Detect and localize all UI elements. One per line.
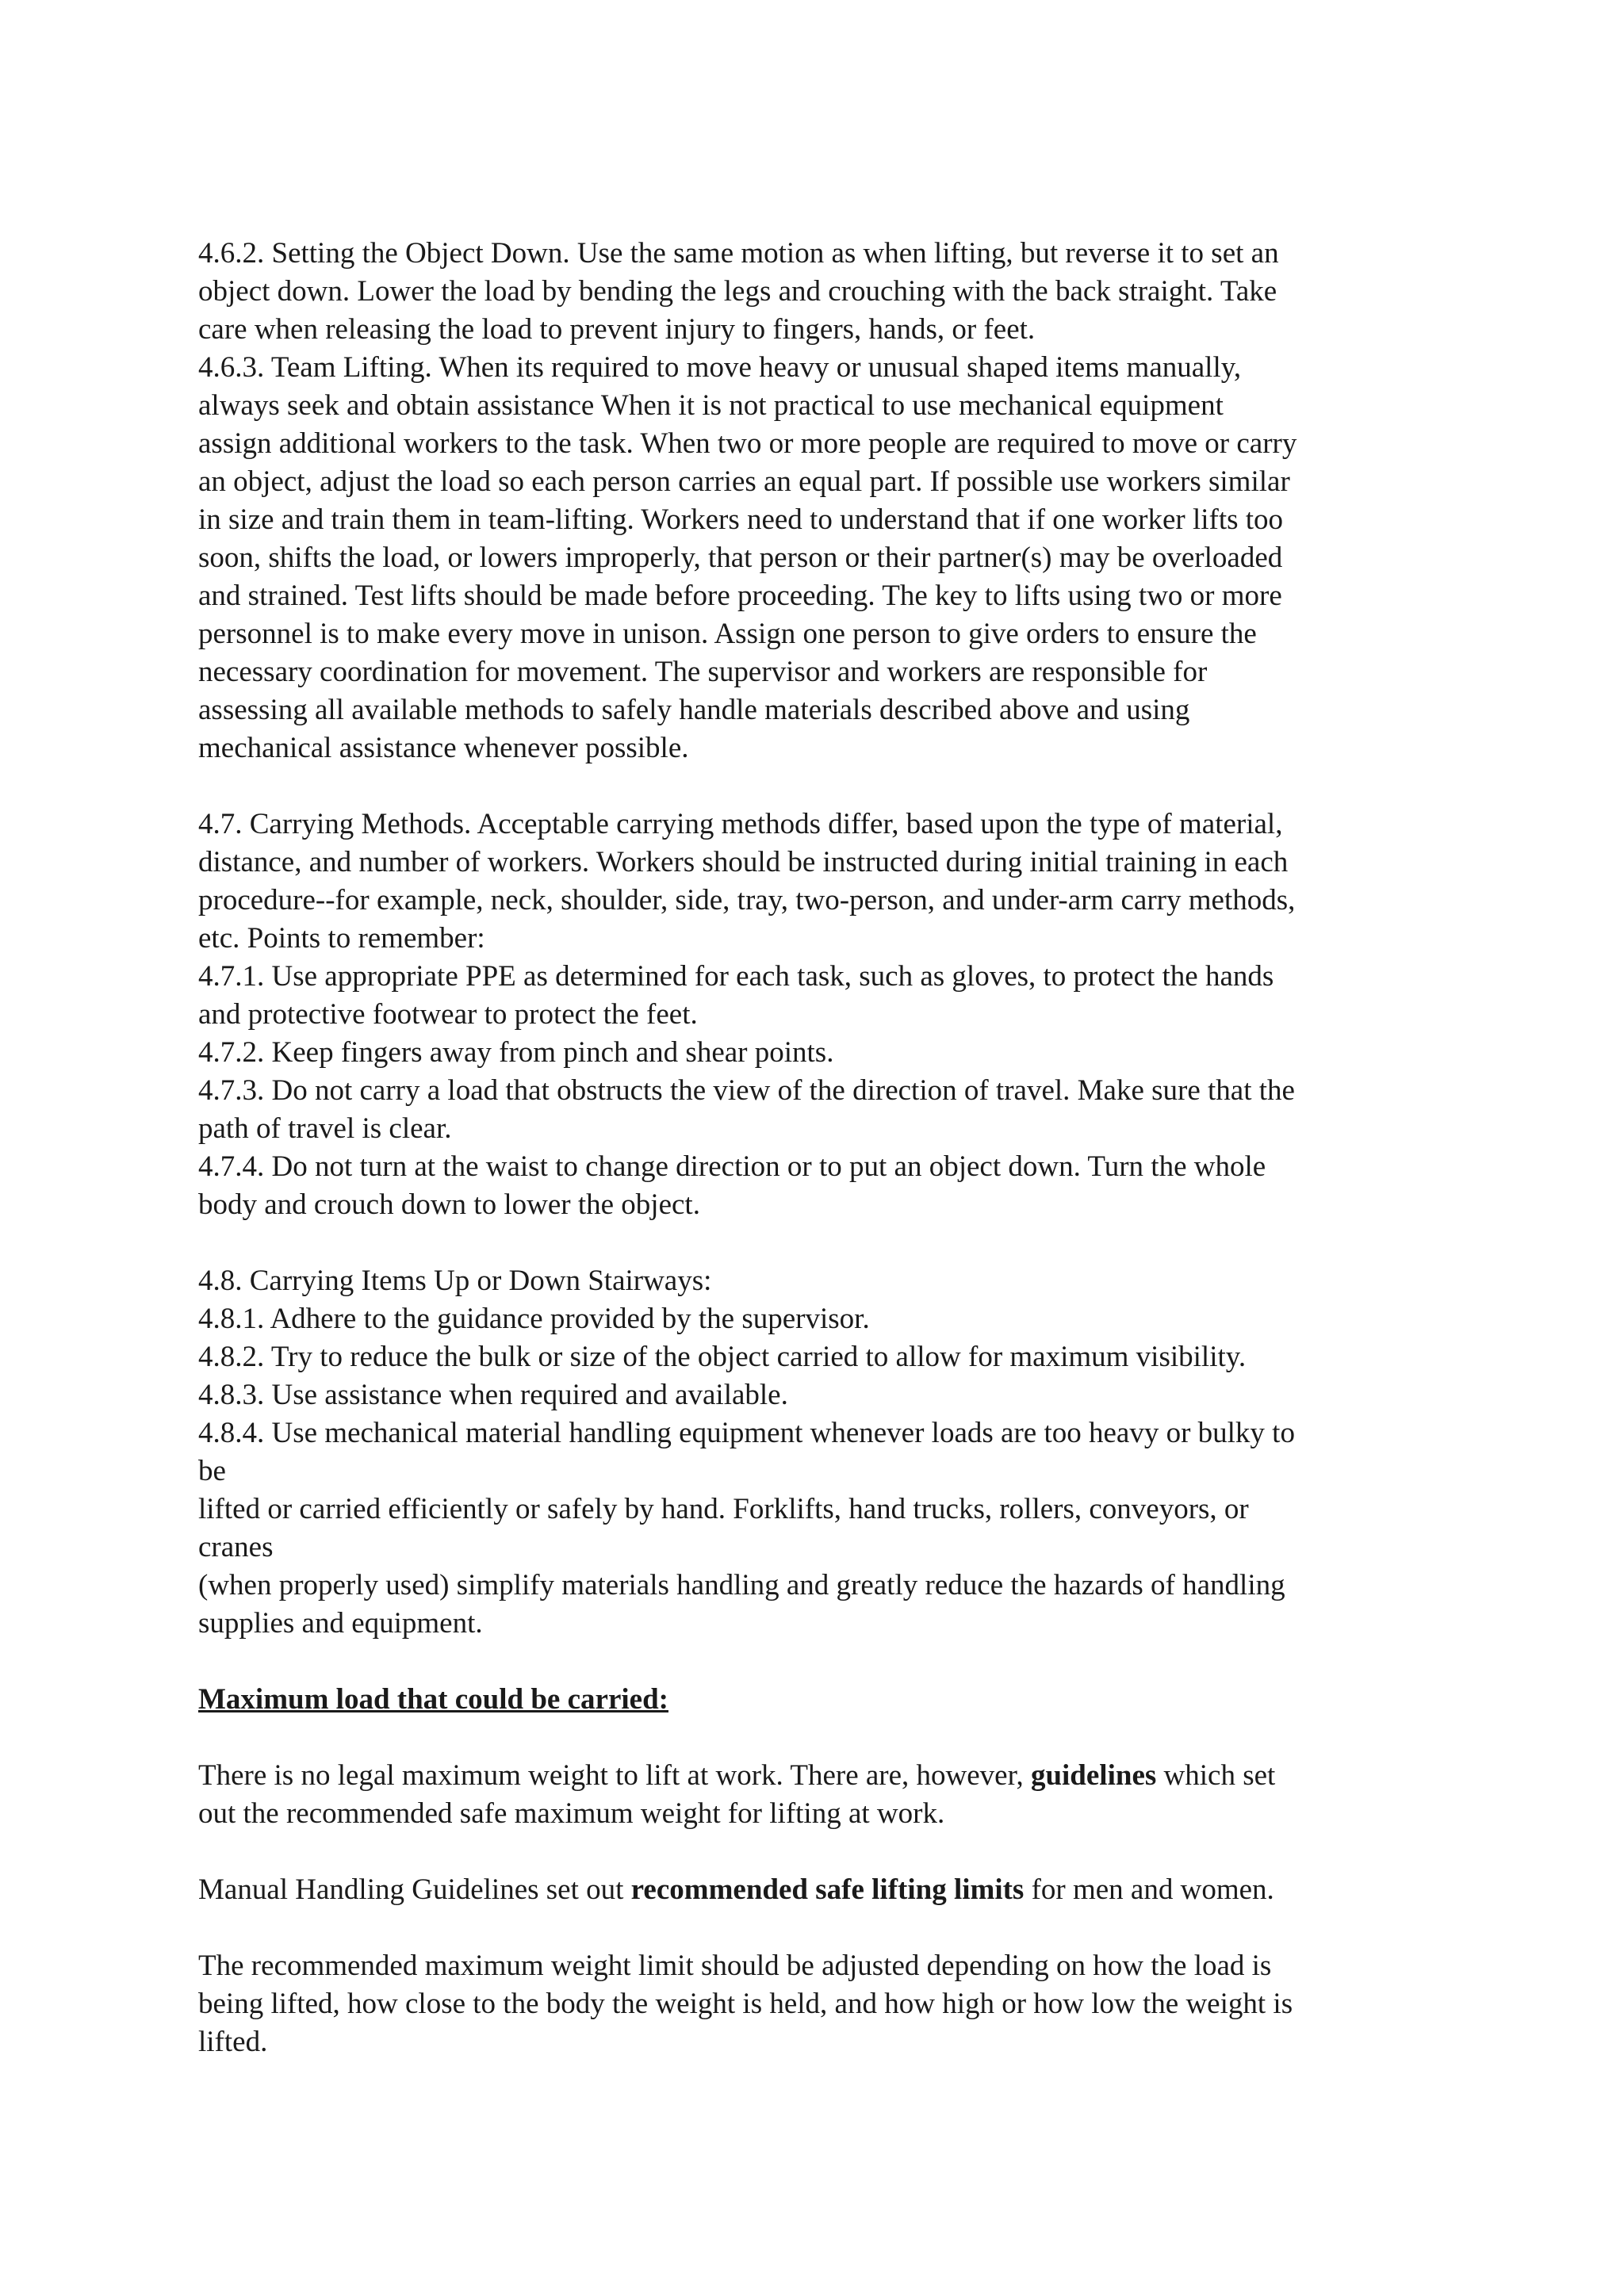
text-line: being lifted, how close to the body the weight is held, and how high or how low the weight is	[198, 1988, 1293, 2020]
text-line: object down. Lower the load by bending the legs and crouching with the back straight. Take	[198, 275, 1277, 308]
text-line: assign additional workers to the task. When two or more people are required to move or carry	[198, 427, 1297, 460]
paragraph-gap	[198, 1719, 1451, 1757]
max-load-section	[198, 1681, 1451, 1719]
text-line: The recommended maximum weight limit should be adjusted depending on how the load is	[198, 1950, 1272, 1982]
paragraph-gap	[198, 1909, 1451, 1947]
text-line: 4.7.3. Do not carry a load that obstructs the view of the direction of travel. Make sure that the	[198, 1074, 1295, 1107]
text-line: lifted or carried efficiently or safely by hand. Forklifts, hand trucks, rollers, conveyors, or	[198, 1493, 1249, 1525]
text-line: 4.7.2. Keep fingers away from pinch and shear points.	[198, 1036, 834, 1069]
bold-term: guidelines	[1030, 1759, 1157, 1792]
text-line: necessary coordination for movement. The supervisor and workers are responsible for	[198, 656, 1208, 688]
text-line: 4.6.2. Setting the Object Down. Use the same motion as when lifting, but reverse it to set an	[198, 237, 1279, 270]
text-line: etc. Points to remember:	[198, 922, 485, 955]
text-line: out the recommended safe maximum weight for lifting at work.	[198, 1797, 945, 1830]
paragraph-4-6-2	[198, 235, 1451, 349]
text-line: and strained. Test lifts should be made before proceeding. The key to lifts using two or more	[198, 580, 1282, 612]
bold-term: recommended safe lifting limits	[630, 1873, 1025, 1906]
text-line: soon, shifts the load, or lowers improperly, that person or their partner(s) may be overloaded	[198, 541, 1283, 574]
text-line: path of travel is clear.	[198, 1112, 452, 1145]
text-line: always seek and obtain assistance When it is not practical to use mechanical equipment	[198, 389, 1224, 422]
text-line: lifted.	[198, 2026, 268, 2058]
text-line: 4.8.3. Use assistance when required and available.	[198, 1379, 788, 1411]
text-line: assessing all available methods to safely handle materials described above and using	[198, 694, 1190, 726]
text-line: 4.8.2. Try to reduce the bulk or size of the object carried to allow for maximum visibility.	[198, 1341, 1247, 1373]
paragraph-gap	[198, 767, 1451, 806]
text-line: in size and train them in team-lifting. Workers need to understand that if one worker lifts too	[198, 503, 1284, 536]
paragraph-gap	[198, 1643, 1451, 1681]
text-line: an object, adjust the load so each person carries an equal part. If possible use workers similar	[198, 465, 1290, 498]
paragraph-gap	[198, 1833, 1451, 1871]
text-line: distance, and number of workers. Workers should be instructed during initial training in each	[198, 846, 1289, 878]
text-line: body and crouch down to lower the object.	[198, 1188, 700, 1221]
text-line: care when releasing the load to prevent injury to fingers, hands, or feet.	[198, 313, 1036, 346]
paragraph-4-6-3	[198, 349, 1451, 767]
text-line	[198, 1757, 1451, 1795]
text-line: procedure--for example, neck, shoulder, side, tray, two-person, and under-arm carry methods,	[198, 884, 1296, 916]
text-run: Manual Handling Guidelines set out	[198, 1873, 631, 1906]
text-run: for men and women.	[1024, 1873, 1274, 1906]
paragraph-4-8	[198, 1262, 1451, 1643]
text-line: mechanical assistance whenever possible.	[198, 732, 689, 764]
paragraph-4-7	[198, 806, 1451, 1224]
text-line: 4.6.3. Team Lifting. When its required to move heavy or unusual shaped items manually,	[198, 351, 1242, 384]
text-line: cranes	[198, 1531, 274, 1563]
section-heading: Maximum load that could be carried:	[198, 1683, 668, 1716]
text-line: be	[198, 1455, 226, 1487]
paragraph-adjust	[198, 1947, 1451, 2061]
text-line: 4.8. Carrying Items Up or Down Stairways:	[198, 1265, 712, 1297]
text-line: 4.8.1. Adhere to the guidance provided by the supervisor.	[198, 1303, 870, 1335]
text-line: (when properly used) simplify materials handling and greatly reduce the hazards of handling	[198, 1569, 1285, 1601]
paragraph-legal-limit	[198, 1757, 1451, 1833]
text-line: 4.7.1. Use appropriate PPE as determined for each task, such as gloves, to protect the hands	[198, 960, 1274, 993]
text-line: personnel is to make every move in unison. Assign one person to give orders to ensure the	[198, 618, 1257, 650]
text-line	[198, 1871, 1451, 1909]
paragraph-guidelines	[198, 1871, 1451, 1909]
text-line: and protective footwear to protect the feet.	[198, 998, 698, 1031]
text-line: supplies and equipment.	[198, 1607, 483, 1640]
text-run: There is no legal maximum weight to lift at work. There are, however,	[198, 1759, 1031, 1792]
text-run: which set	[1156, 1759, 1276, 1792]
text-line: 4.8.4. Use mechanical material handling equipment whenever loads are too heavy or bulky to	[198, 1417, 1295, 1449]
text-line: 4.7.4. Do not turn at the waist to change direction or to put an object down. Turn the whole	[198, 1150, 1266, 1183]
text-line: 4.7. Carrying Methods. Acceptable carrying methods differ, based upon the type of material,	[198, 808, 1283, 840]
paragraph-gap	[198, 1224, 1451, 1262]
document-page	[198, 235, 1451, 2061]
